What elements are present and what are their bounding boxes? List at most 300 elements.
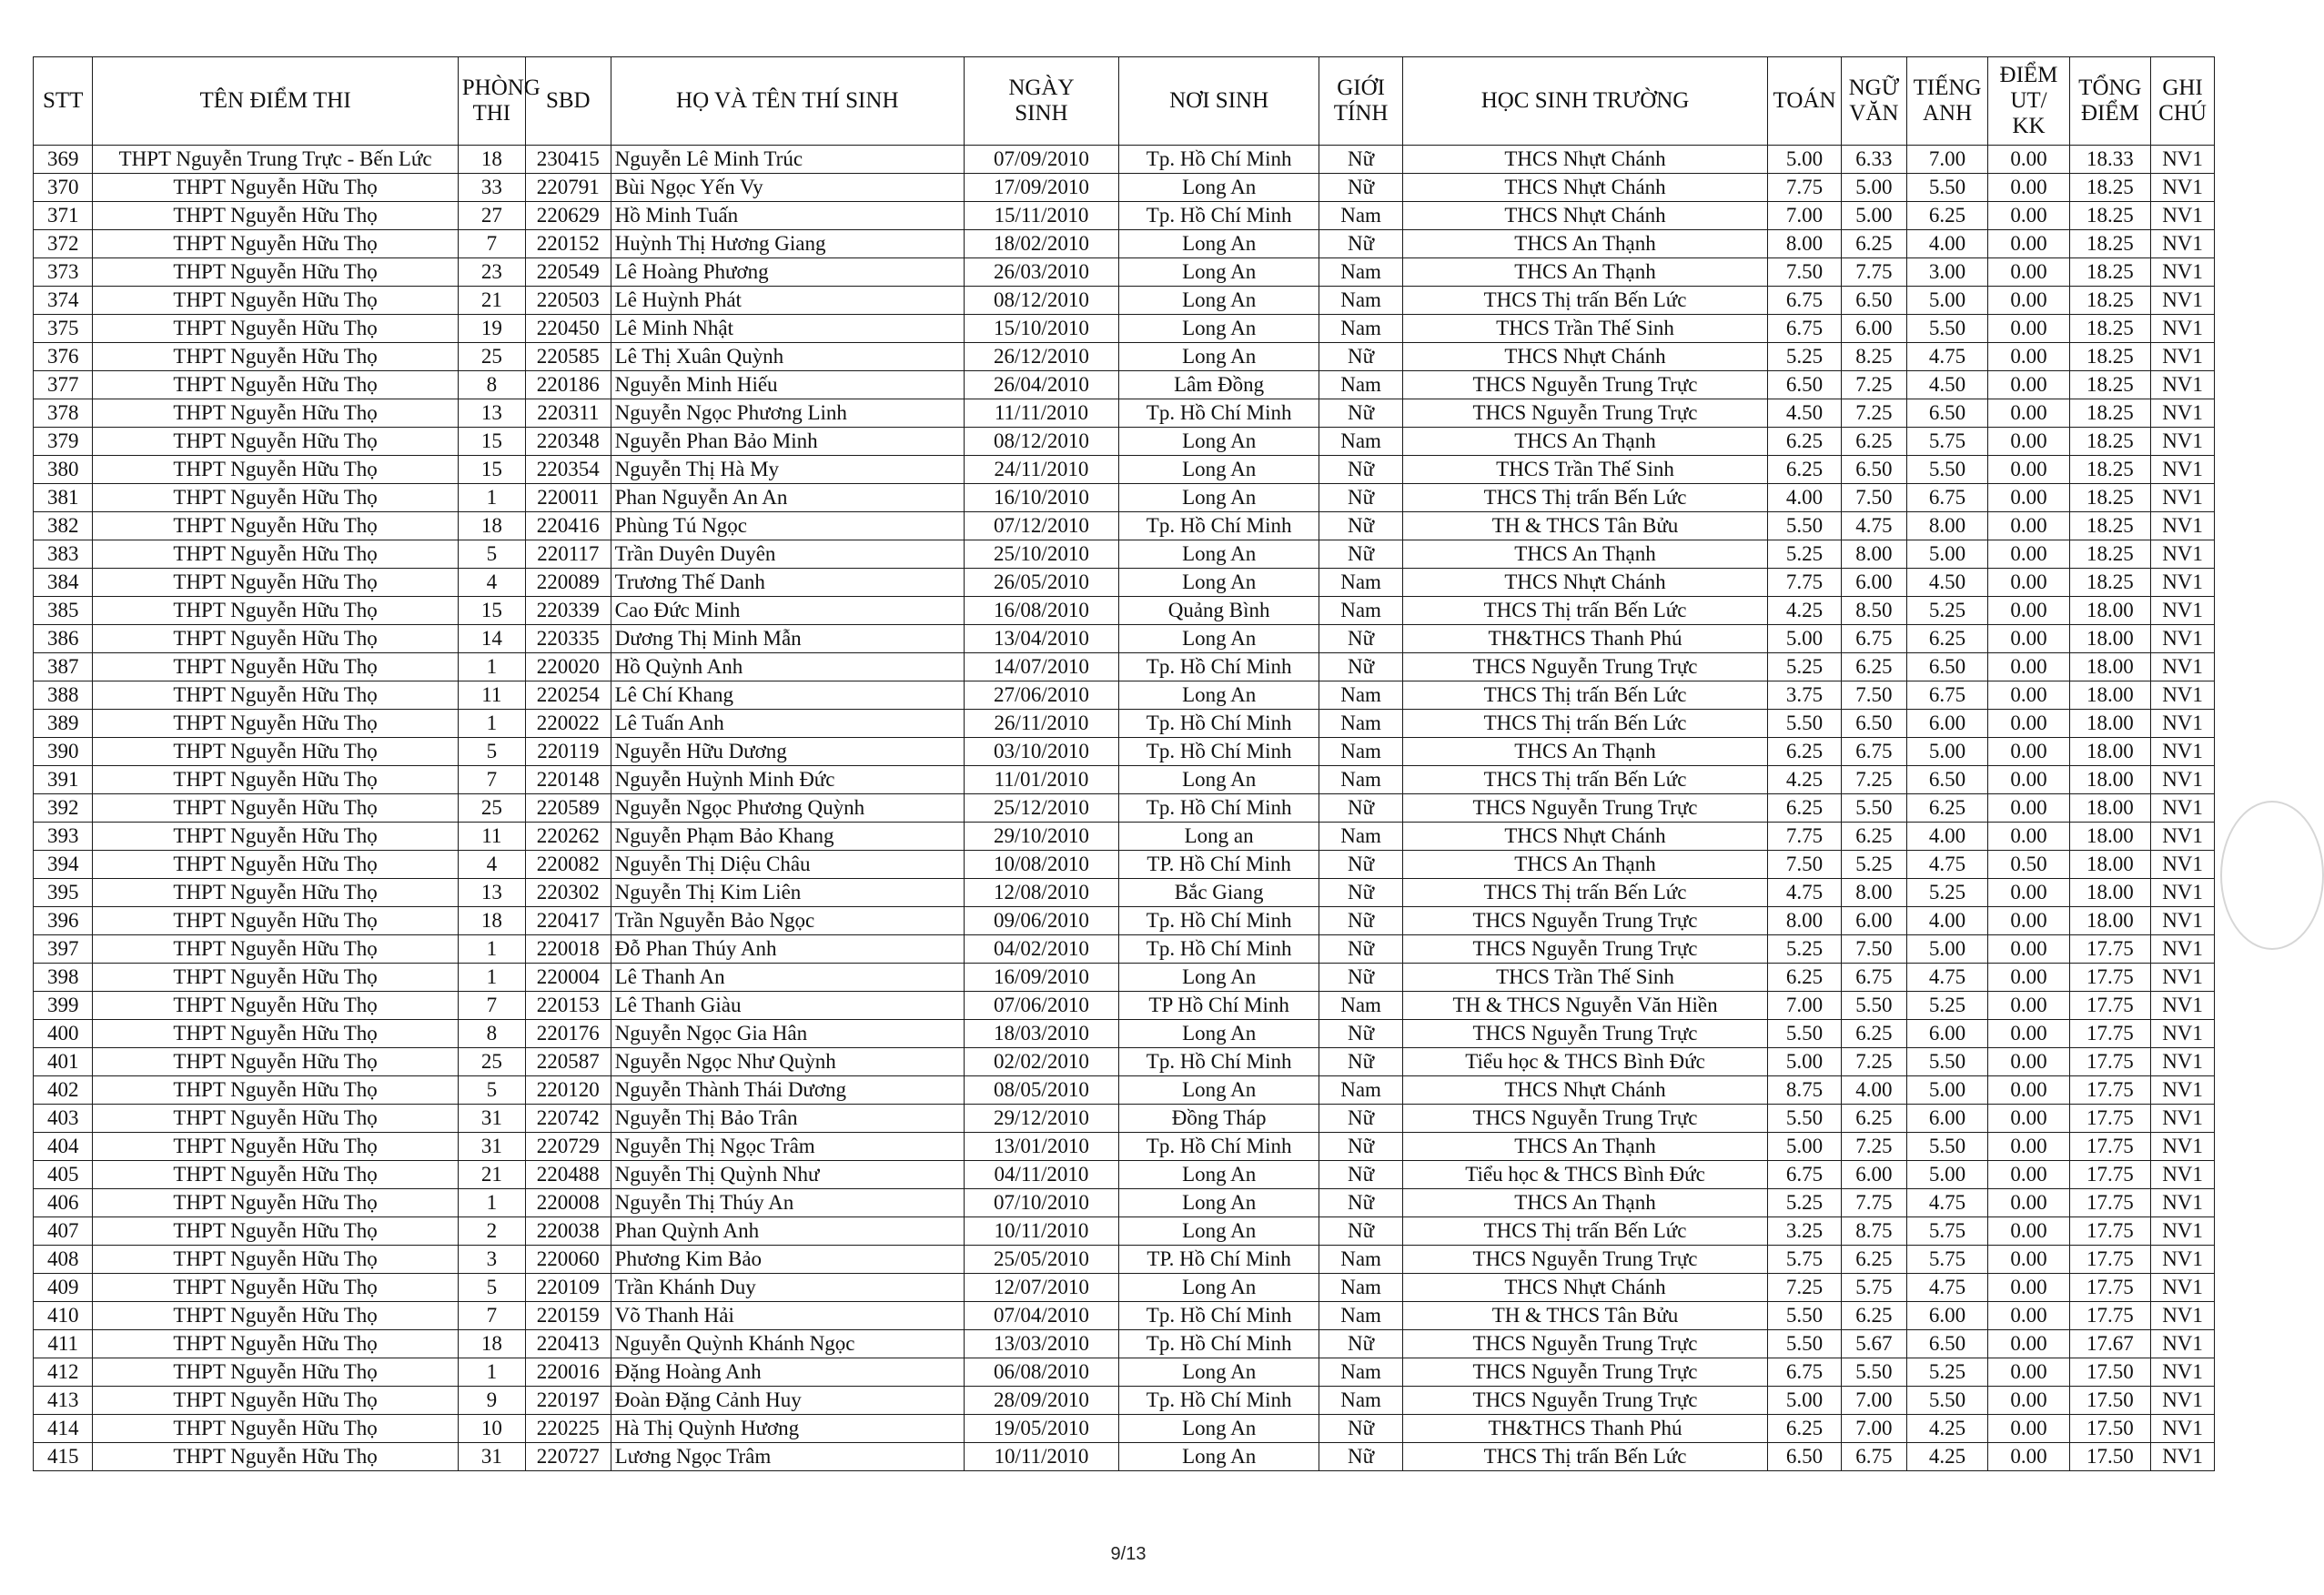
name-cell: Nguyễn Phạm Bảo Khang	[611, 823, 964, 851]
sbd-cell: 220629	[525, 202, 611, 230]
literature-cell: 6.25	[1841, 1020, 1906, 1048]
stt-cell: 412	[34, 1358, 93, 1387]
total-cell: 18.25	[2069, 343, 2150, 371]
sbd-cell: 220311	[525, 399, 611, 428]
birthplace-cell: Long An	[1119, 1020, 1319, 1048]
school-cell: THCS Nguyễn Trung Trực	[1402, 1330, 1767, 1358]
birthplace-cell: Long An	[1119, 1161, 1319, 1189]
english-cell: 5.00	[1906, 287, 1987, 315]
sbd-cell: 220348	[525, 428, 611, 456]
total-cell: 17.75	[2069, 1302, 2150, 1330]
exam-site-cell: THPT Nguyễn Hữu Thọ	[93, 823, 458, 851]
room-cell: 19	[458, 315, 525, 343]
bonus-cell: 0.00	[1988, 935, 2069, 964]
note-cell: NV1	[2151, 992, 2215, 1020]
dob-cell: 16/08/2010	[964, 597, 1118, 625]
note-cell: NV1	[2151, 315, 2215, 343]
stt-cell: 376	[34, 343, 93, 371]
dob-cell: 08/12/2010	[964, 287, 1118, 315]
exam-site-cell: THPT Nguyễn Hữu Thọ	[93, 1443, 458, 1471]
header-hoc-sinh-truong	[1402, 57, 1767, 146]
name-cell: Lê Tuấn Anh	[611, 710, 964, 738]
name-cell: Hồ Minh Tuấn	[611, 202, 964, 230]
birthplace-cell: Long An	[1119, 1189, 1319, 1217]
sbd-cell: 220120	[525, 1076, 611, 1105]
stt-cell: 409	[34, 1274, 93, 1302]
dob-cell: 12/07/2010	[964, 1274, 1118, 1302]
note-cell: NV1	[2151, 1330, 2215, 1358]
dob-cell: 08/12/2010	[964, 428, 1118, 456]
gender-cell: Nữ	[1319, 484, 1403, 512]
math-cell: 7.75	[1768, 174, 1842, 202]
english-cell: 5.50	[1906, 1133, 1987, 1161]
gender-cell: Nữ	[1319, 1330, 1403, 1358]
dob-cell: 26/05/2010	[964, 569, 1118, 597]
sbd-cell: 220589	[525, 794, 611, 823]
header-text: VĂN	[1849, 101, 1899, 126]
math-cell: 4.00	[1768, 484, 1842, 512]
english-cell: 5.25	[1906, 1358, 1987, 1387]
math-cell: 4.25	[1768, 597, 1842, 625]
sbd-cell: 220004	[525, 964, 611, 992]
note-cell: NV1	[2151, 794, 2215, 823]
name-cell: Nguyễn Thị Hà My	[611, 456, 964, 484]
name-cell: Nguyễn Ngọc Gia Hân	[611, 1020, 964, 1048]
school-cell: THCS Thị trấn Bến Lức	[1402, 287, 1767, 315]
gender-cell: Nữ	[1319, 1415, 1403, 1443]
english-cell: 6.75	[1906, 484, 1987, 512]
header-text: SINH	[1015, 101, 1068, 126]
birthplace-cell: Long An	[1119, 1274, 1319, 1302]
stt-cell: 370	[34, 174, 93, 202]
room-cell: 4	[458, 569, 525, 597]
gender-cell: Nữ	[1319, 1020, 1403, 1048]
birthplace-cell: Tp. Hồ Chí Minh	[1119, 710, 1319, 738]
bonus-cell: 0.00	[1988, 964, 2069, 992]
room-cell: 21	[458, 287, 525, 315]
english-cell: 4.50	[1906, 569, 1987, 597]
gender-cell: Nữ	[1319, 1161, 1403, 1189]
dob-cell: 13/01/2010	[964, 1133, 1118, 1161]
literature-cell: 5.50	[1841, 992, 1906, 1020]
total-cell: 18.25	[2069, 540, 2150, 569]
sbd-cell: 220020	[525, 653, 611, 681]
bonus-cell: 0.00	[1988, 1048, 2069, 1076]
total-cell: 17.75	[2069, 1189, 2150, 1217]
literature-cell: 7.00	[1841, 1387, 1906, 1415]
exam-site-cell: THPT Nguyễn Hữu Thọ	[93, 484, 458, 512]
english-cell: 5.50	[1906, 1387, 1987, 1415]
stt-cell: 403	[34, 1105, 93, 1133]
gender-cell: Nữ	[1319, 456, 1403, 484]
header-sbd	[525, 57, 611, 146]
room-cell: 5	[458, 540, 525, 569]
english-cell: 6.00	[1906, 1302, 1987, 1330]
math-cell: 6.25	[1768, 1415, 1842, 1443]
english-cell: 4.75	[1906, 343, 1987, 371]
note-cell: NV1	[2151, 1020, 2215, 1048]
header-text: ĐIỂM	[2080, 101, 2139, 126]
literature-cell: 6.25	[1841, 653, 1906, 681]
sbd-cell: 220417	[525, 907, 611, 935]
bonus-cell: 0.00	[1988, 428, 2069, 456]
stt-cell: 402	[34, 1076, 93, 1105]
dob-cell: 18/02/2010	[964, 230, 1118, 258]
bonus-cell: 0.00	[1988, 1443, 2069, 1471]
results-table	[33, 56, 2215, 1471]
sbd-cell: 220791	[525, 174, 611, 202]
total-cell: 17.67	[2069, 1330, 2150, 1358]
math-cell: 5.00	[1768, 1048, 1842, 1076]
room-cell: 18	[458, 512, 525, 540]
note-cell: NV1	[2151, 907, 2215, 935]
school-cell: THCS An Thạnh	[1402, 738, 1767, 766]
english-cell: 5.25	[1906, 597, 1987, 625]
name-cell: Bùi Ngọc Yến Vy	[611, 174, 964, 202]
total-cell: 18.25	[2069, 287, 2150, 315]
header-text: GHI	[2162, 76, 2203, 100]
school-cell: THCS Thị trấn Bến Lức	[1402, 484, 1767, 512]
english-cell: 4.00	[1906, 230, 1987, 258]
school-cell: THCS Nhựt Chánh	[1402, 343, 1767, 371]
stt-cell: 383	[34, 540, 93, 569]
table-row	[34, 879, 2215, 907]
note-cell: NV1	[2151, 710, 2215, 738]
stt-cell: 395	[34, 879, 93, 907]
exam-site-cell: THPT Nguyễn Hữu Thọ	[93, 681, 458, 710]
bonus-cell: 0.00	[1988, 597, 2069, 625]
table-row	[34, 794, 2215, 823]
room-cell: 15	[458, 597, 525, 625]
stt-cell: 390	[34, 738, 93, 766]
table-row	[34, 1274, 2215, 1302]
literature-cell: 5.25	[1841, 851, 1906, 879]
note-cell: NV1	[2151, 1048, 2215, 1076]
birthplace-cell: Tp. Hồ Chí Minh	[1119, 738, 1319, 766]
dob-cell: 16/09/2010	[964, 964, 1118, 992]
dob-cell: 13/04/2010	[964, 625, 1118, 653]
school-cell: THCS Nguyễn Trung Trực	[1402, 935, 1767, 964]
name-cell: Nguyễn Ngọc Phương Linh	[611, 399, 964, 428]
school-cell: THCS Thị trấn Bến Lức	[1402, 879, 1767, 907]
sbd-cell: 220008	[525, 1189, 611, 1217]
table-row	[34, 1076, 2215, 1105]
table-row	[34, 1133, 2215, 1161]
sbd-cell: 220587	[525, 1048, 611, 1076]
dob-cell: 12/08/2010	[964, 879, 1118, 907]
gender-cell: Nữ	[1319, 935, 1403, 964]
school-cell: THCS Nguyễn Trung Trực	[1402, 1105, 1767, 1133]
school-cell: THCS Nhựt Chánh	[1402, 174, 1767, 202]
school-cell: THCS Nhựt Chánh	[1402, 569, 1767, 597]
school-cell: THCS Nguyễn Trung Trực	[1402, 399, 1767, 428]
table-row	[34, 287, 2215, 315]
birthplace-cell: TP Hồ Chí Minh	[1119, 992, 1319, 1020]
english-cell: 4.25	[1906, 1443, 1987, 1471]
exam-site-cell: THPT Nguyễn Hữu Thọ	[93, 230, 458, 258]
dob-cell: 14/07/2010	[964, 653, 1118, 681]
stt-cell: 387	[34, 653, 93, 681]
math-cell: 4.50	[1768, 399, 1842, 428]
sbd-cell: 220197	[525, 1387, 611, 1415]
english-cell: 5.00	[1906, 1161, 1987, 1189]
sbd-cell: 220022	[525, 710, 611, 738]
total-cell: 17.75	[2069, 935, 2150, 964]
bonus-cell: 0.00	[1988, 823, 2069, 851]
gender-cell: Nam	[1319, 428, 1403, 456]
birthplace-cell: Long An	[1119, 540, 1319, 569]
room-cell: 27	[458, 202, 525, 230]
gender-cell: Nam	[1319, 1246, 1403, 1274]
gender-cell: Nam	[1319, 1274, 1403, 1302]
school-cell: THCS Nhựt Chánh	[1402, 1076, 1767, 1105]
table-row	[34, 174, 2215, 202]
exam-site-cell: THPT Nguyễn Hữu Thọ	[93, 512, 458, 540]
stt-cell: 394	[34, 851, 93, 879]
birthplace-cell: Long An	[1119, 569, 1319, 597]
dob-cell: 27/06/2010	[964, 681, 1118, 710]
header-text: NGỮ	[1848, 76, 1900, 100]
english-cell: 4.00	[1906, 907, 1987, 935]
literature-cell: 6.25	[1841, 230, 1906, 258]
birthplace-cell: Tp. Hồ Chí Minh	[1119, 907, 1319, 935]
math-cell: 5.50	[1768, 1302, 1842, 1330]
literature-cell: 4.75	[1841, 512, 1906, 540]
gender-cell: Nữ	[1319, 1105, 1403, 1133]
school-cell: THCS An Thạnh	[1402, 1189, 1767, 1217]
school-cell: THCS An Thạnh	[1402, 258, 1767, 287]
bonus-cell: 0.00	[1988, 1274, 2069, 1302]
literature-cell: 6.00	[1841, 315, 1906, 343]
literature-cell: 7.50	[1841, 484, 1906, 512]
birthplace-cell: Tp. Hồ Chí Minh	[1119, 653, 1319, 681]
english-cell: 6.25	[1906, 202, 1987, 230]
literature-cell: 6.75	[1841, 738, 1906, 766]
stt-cell: 391	[34, 766, 93, 794]
math-cell: 5.00	[1768, 625, 1842, 653]
sbd-cell: 220254	[525, 681, 611, 710]
room-cell: 21	[458, 1161, 525, 1189]
literature-cell: 4.00	[1841, 1076, 1906, 1105]
literature-cell: 6.75	[1841, 1443, 1906, 1471]
exam-site-cell: THPT Nguyễn Hữu Thọ	[93, 399, 458, 428]
table-row	[34, 569, 2215, 597]
table-row	[34, 1217, 2215, 1246]
header-text: UT/	[2010, 88, 2047, 113]
note-cell: NV1	[2151, 1105, 2215, 1133]
bonus-cell: 0.00	[1988, 710, 2069, 738]
table-row	[34, 964, 2215, 992]
header-ngay-sinh	[964, 57, 1118, 146]
note-cell: NV1	[2151, 738, 2215, 766]
gender-cell: Nữ	[1319, 964, 1403, 992]
english-cell: 4.75	[1906, 851, 1987, 879]
dob-cell: 18/03/2010	[964, 1020, 1118, 1048]
table-body	[34, 146, 2215, 1471]
stt-cell: 389	[34, 710, 93, 738]
stt-cell: 411	[34, 1330, 93, 1358]
name-cell: Trần Duyên Duyên	[611, 540, 964, 569]
english-cell: 3.00	[1906, 258, 1987, 287]
stt-cell: 375	[34, 315, 93, 343]
english-cell: 4.75	[1906, 1274, 1987, 1302]
room-cell: 5	[458, 1076, 525, 1105]
school-cell: THCS Nguyễn Trung Trực	[1402, 1358, 1767, 1387]
table-row	[34, 1302, 2215, 1330]
sbd-cell: 220727	[525, 1443, 611, 1471]
page-number: 9/13	[1110, 1544, 1147, 1564]
birthplace-cell: Long An	[1119, 258, 1319, 287]
total-cell: 17.50	[2069, 1443, 2150, 1471]
math-cell: 8.75	[1768, 1076, 1842, 1105]
math-cell: 5.50	[1768, 1330, 1842, 1358]
sbd-cell: 220742	[525, 1105, 611, 1133]
dob-cell: 19/05/2010	[964, 1415, 1118, 1443]
birthplace-cell: Long an	[1119, 823, 1319, 851]
stt-cell: 413	[34, 1387, 93, 1415]
table-row	[34, 399, 2215, 428]
note-cell: NV1	[2151, 823, 2215, 851]
room-cell: 25	[458, 794, 525, 823]
bonus-cell: 0.00	[1988, 174, 2069, 202]
name-cell: Nguyễn Lê Minh Trúc	[611, 146, 964, 174]
english-cell: 4.00	[1906, 823, 1987, 851]
literature-cell: 8.25	[1841, 343, 1906, 371]
stt-cell: 377	[34, 371, 93, 399]
exam-site-cell: THPT Nguyễn Hữu Thọ	[93, 174, 458, 202]
birthplace-cell: Tp. Hồ Chí Minh	[1119, 202, 1319, 230]
school-cell: THCS Nhựt Chánh	[1402, 823, 1767, 851]
gender-cell: Nam	[1319, 287, 1403, 315]
table-row	[34, 1358, 2215, 1387]
stt-cell: 382	[34, 512, 93, 540]
gender-cell: Nữ	[1319, 540, 1403, 569]
literature-cell: 5.50	[1841, 794, 1906, 823]
literature-cell: 8.50	[1841, 597, 1906, 625]
name-cell: Lê Hoàng Phương	[611, 258, 964, 287]
dob-cell: 29/12/2010	[964, 1105, 1118, 1133]
stt-cell: 415	[34, 1443, 93, 1471]
sbd-cell: 220148	[525, 766, 611, 794]
header-tieng-anh	[1906, 57, 1987, 146]
stt-cell: 393	[34, 823, 93, 851]
table-row	[34, 823, 2215, 851]
exam-site-cell: THPT Nguyễn Hữu Thọ	[93, 992, 458, 1020]
name-cell: Nguyễn Thị Kim Liên	[611, 879, 964, 907]
name-cell: Trần Khánh Duy	[611, 1274, 964, 1302]
math-cell: 6.75	[1768, 1358, 1842, 1387]
exam-site-cell: THPT Nguyễn Hữu Thọ	[93, 1048, 458, 1076]
table-row	[34, 597, 2215, 625]
literature-cell: 7.25	[1841, 371, 1906, 399]
note-cell: NV1	[2151, 343, 2215, 371]
name-cell: Lê Thanh Giàu	[611, 992, 964, 1020]
english-cell: 5.00	[1906, 1076, 1987, 1105]
stt-cell: 401	[34, 1048, 93, 1076]
birthplace-cell: Tp. Hồ Chí Minh	[1119, 935, 1319, 964]
english-cell: 4.50	[1906, 371, 1987, 399]
name-cell: Lê Thanh An	[611, 964, 964, 992]
dob-cell: 25/12/2010	[964, 794, 1118, 823]
name-cell: Nguyễn Thị Bảo Trân	[611, 1105, 964, 1133]
name-cell: Lương Ngọc Trâm	[611, 1443, 964, 1471]
note-cell: NV1	[2151, 1443, 2215, 1471]
english-cell: 5.25	[1906, 879, 1987, 907]
note-cell: NV1	[2151, 512, 2215, 540]
room-cell: 8	[458, 1020, 525, 1048]
dob-cell: 07/10/2010	[964, 1189, 1118, 1217]
room-cell: 14	[458, 625, 525, 653]
english-cell: 5.50	[1906, 456, 1987, 484]
table-row	[34, 484, 2215, 512]
english-cell: 6.25	[1906, 625, 1987, 653]
bonus-cell: 0.00	[1988, 1415, 2069, 1443]
table-row	[34, 992, 2215, 1020]
bonus-cell: 0.00	[1988, 315, 2069, 343]
total-cell: 18.25	[2069, 569, 2150, 597]
math-cell: 3.25	[1768, 1217, 1842, 1246]
name-cell: Nguyễn Quỳnh Khánh Ngọc	[611, 1330, 964, 1358]
room-cell: 23	[458, 258, 525, 287]
room-cell: 9	[458, 1387, 525, 1415]
dob-cell: 15/11/2010	[964, 202, 1118, 230]
bonus-cell: 0.00	[1988, 907, 2069, 935]
note-cell: NV1	[2151, 964, 2215, 992]
stt-cell: 378	[34, 399, 93, 428]
total-cell: 18.00	[2069, 823, 2150, 851]
header-ghi-chu	[2151, 57, 2215, 146]
header-phong-thi	[458, 57, 541, 146]
math-cell: 5.25	[1768, 1189, 1842, 1217]
gender-cell: Nam	[1319, 202, 1403, 230]
header-text: TÊN ĐIỂM THI	[199, 88, 351, 113]
header-noi-sinh	[1119, 57, 1319, 146]
english-cell: 5.50	[1906, 315, 1987, 343]
dob-cell: 06/08/2010	[964, 1358, 1118, 1387]
room-cell: 4	[458, 851, 525, 879]
school-cell: THCS Nguyễn Trung Trực	[1402, 1246, 1767, 1274]
stt-cell: 400	[34, 1020, 93, 1048]
english-cell: 5.00	[1906, 540, 1987, 569]
school-cell: THCS Thị trấn Bến Lức	[1402, 1443, 1767, 1471]
note-cell: NV1	[2151, 569, 2215, 597]
exam-site-cell: THPT Nguyễn Hữu Thọ	[93, 371, 458, 399]
sbd-cell: 220152	[525, 230, 611, 258]
birthplace-cell: Tp. Hồ Chí Minh	[1119, 1330, 1319, 1358]
note-cell: NV1	[2151, 1076, 2215, 1105]
header-stt	[34, 57, 93, 146]
name-cell: Lê Minh Nhật	[611, 315, 964, 343]
bonus-cell: 0.00	[1988, 766, 2069, 794]
school-cell: THCS Trần Thế Sinh	[1402, 456, 1767, 484]
header-text: SBD	[545, 88, 591, 113]
birthplace-cell: Bắc Giang	[1119, 879, 1319, 907]
total-cell: 18.00	[2069, 794, 2150, 823]
gender-cell: Nam	[1319, 823, 1403, 851]
bonus-cell: 0.00	[1988, 1189, 2069, 1217]
dob-cell: 03/10/2010	[964, 738, 1118, 766]
math-cell: 7.00	[1768, 202, 1842, 230]
total-cell: 18.00	[2069, 625, 2150, 653]
english-cell: 5.25	[1906, 992, 1987, 1020]
math-cell: 8.00	[1768, 907, 1842, 935]
room-cell: 31	[458, 1443, 525, 1471]
gender-cell: Nữ	[1319, 653, 1403, 681]
literature-cell: 7.25	[1841, 1133, 1906, 1161]
room-cell: 7	[458, 992, 525, 1020]
header-text: TOÁN	[1773, 88, 1836, 113]
gender-cell: Nữ	[1319, 625, 1403, 653]
